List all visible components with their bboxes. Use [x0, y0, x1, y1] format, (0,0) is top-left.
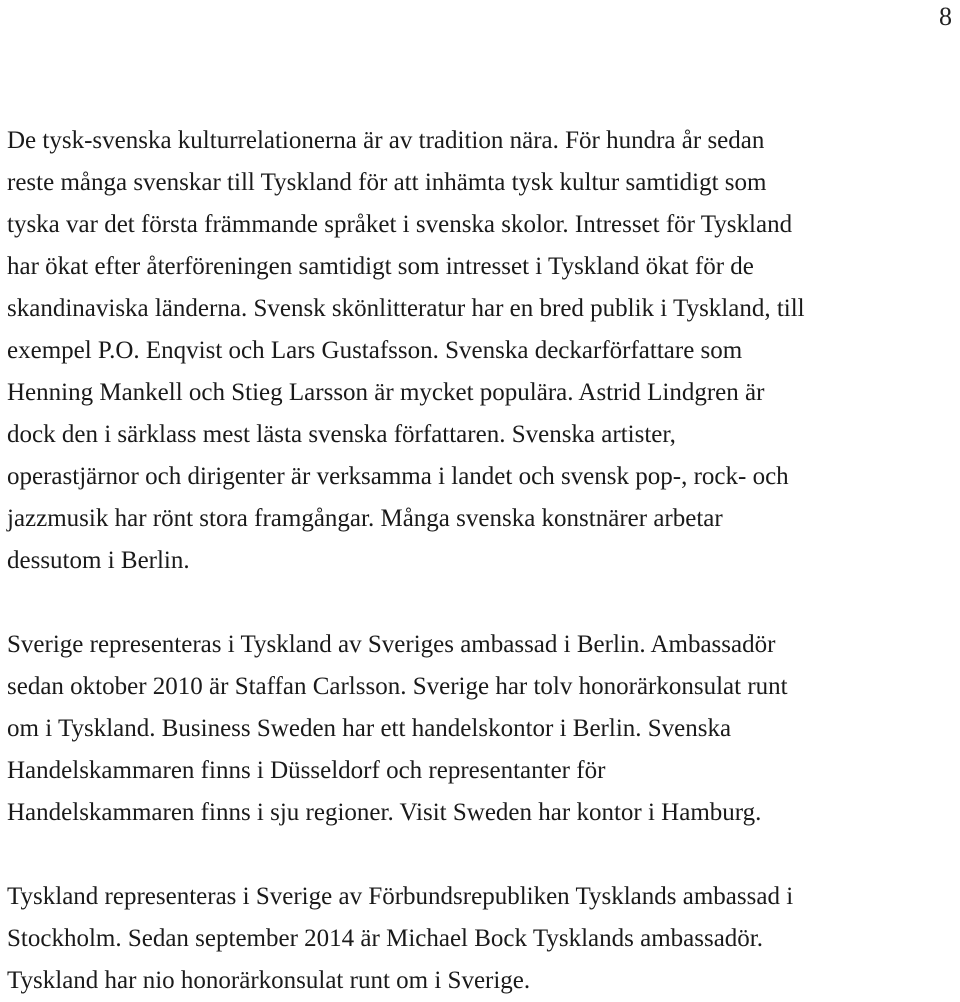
text-line: operastjärnor och dirigenter är verksamma i landet och svensk pop-, rock- och — [7, 463, 789, 490]
paragraph-swedish-representation — [7, 624, 953, 834]
text-line: Stockholm. Sedan september 2014 är Michael Bock Tysklands ambassadör. — [7, 925, 763, 952]
paragraph-german-representation — [7, 876, 953, 1002]
text-line: sedan oktober 2010 är Staffan Carlsson. Sverige har tolv honorärkonsulat runt — [7, 673, 788, 700]
text-line: har ökat efter återföreningen samtidigt som intresset i Tyskland ökat för de — [7, 253, 754, 280]
text-line: exempel P.O. Enqvist och Lars Gustafsson. Svenska deckarförfattare som — [7, 337, 743, 364]
text-line: tyska var det första främmande språket i svenska skolor. Intresset för Tyskland — [7, 211, 793, 238]
text-line: dock den i särklass mest lästa svenska författaren. Svenska artister, — [7, 421, 676, 448]
page-number: 8 — [939, 2, 952, 31]
text-line: Sverige representeras i Tyskland av Sveriges ambassad i Berlin. Ambassadör — [7, 631, 776, 658]
text-line: Handelskammaren finns i Düsseldorf och representanter för — [7, 757, 606, 784]
text-line: Tyskland representeras i Sverige av Förbundsrepubliken Tysklands ambassad i — [7, 883, 794, 910]
text-line: Handelskammaren finns i sju regioner. Visit Sweden har kontor i Hamburg. — [7, 799, 762, 826]
text-line: Tyskland har nio honorärkonsulat runt om i Sverige. — [7, 967, 531, 994]
text-line: De tysk-svenska kulturrelationerna är av tradition nära. För hundra år sedan — [7, 127, 765, 154]
text-line: reste många svenskar till Tyskland för att inhämta tysk kultur samtidigt som — [7, 169, 767, 196]
document-body — [7, 120, 953, 1002]
paragraph-culture — [7, 120, 953, 582]
text-line: om i Tyskland. Business Sweden har ett handelskontor i Berlin. Svenska — [7, 715, 732, 742]
text-line: dessutom i Berlin. — [7, 547, 190, 574]
text-line: jazzmusik har rönt stora framgångar. Många svenska konstnärer arbetar — [7, 505, 723, 532]
text-line: Henning Mankell och Stieg Larsson är mycket populära. Astrid Lindgren är — [7, 379, 765, 406]
text-line: skandinaviska länderna. Svensk skönlitteratur har en bred publik i Tyskland, till — [7, 295, 805, 322]
